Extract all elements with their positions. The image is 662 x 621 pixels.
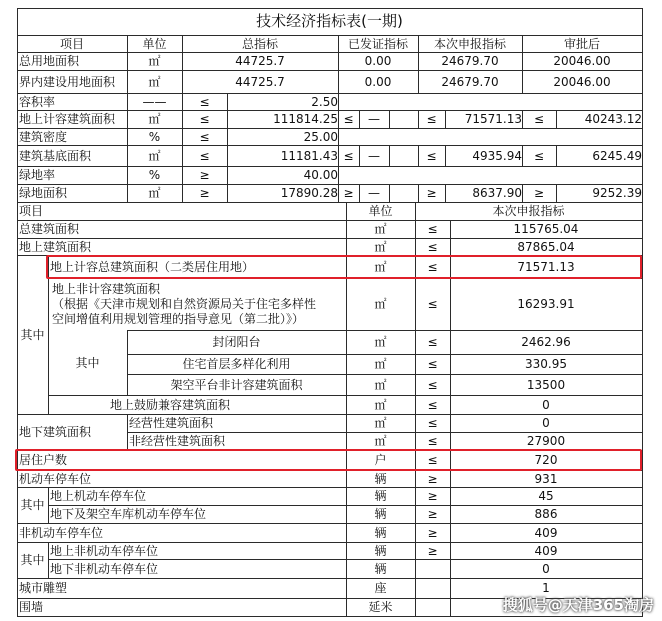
- row-current-operator: ≤: [426, 112, 437, 126]
- row-unit: ㎡: [148, 186, 161, 200]
- label-line: （根据《天津市规划和自然资源局关于住宅多样性: [52, 296, 317, 311]
- row-operator: ≥: [427, 543, 438, 558]
- row-total: 44725.7: [235, 54, 285, 68]
- row-operator: ≥: [427, 489, 438, 503]
- row-approved-operator: ≤: [533, 112, 545, 126]
- row-issued: —: [368, 148, 380, 163]
- grid-line: [389, 110, 390, 129]
- row-value: 720: [534, 453, 558, 467]
- row-current: 4935.94: [472, 148, 522, 163]
- row-unit: ㎡: [148, 112, 161, 126]
- row-unit: 辆: [374, 561, 387, 576]
- row-label-multiline: [48, 278, 348, 330]
- row-value: 16293.91: [517, 297, 575, 311]
- row-value: 45: [538, 489, 554, 503]
- row-unit: ㎡: [374, 297, 387, 311]
- grid-line: [127, 128, 128, 146]
- grid-line: [389, 184, 390, 203]
- group-label-qizhong: 其中: [20, 327, 45, 342]
- row-label: 地下及架空车库机动车停车位: [50, 507, 207, 521]
- row-approved-operator: ≤: [533, 148, 545, 163]
- row-unit: %: [148, 129, 161, 144]
- row-item: 地上计容建筑面积: [19, 112, 116, 126]
- row-total: 17890.28: [280, 186, 338, 200]
- row-total: 40.00: [303, 168, 338, 182]
- row-operator: ≤: [199, 129, 210, 144]
- row-operator: ≤: [427, 335, 438, 349]
- row-item: 绿地面积: [19, 186, 68, 200]
- row-current: 24679.70: [441, 74, 499, 89]
- grid-line: [127, 70, 128, 94]
- row-item: 容积率: [19, 94, 56, 109]
- row-operator: [415, 559, 450, 578]
- row-total: 44725.7: [235, 74, 285, 89]
- row-value: 1: [542, 581, 550, 595]
- label-line: 空间增值利用规划管理的指导意见（第二批）》）: [52, 311, 305, 326]
- row-value: 87865.04: [517, 239, 575, 254]
- row-unit: 延米: [368, 600, 393, 614]
- row-operator: ≥: [427, 471, 438, 486]
- row-value: 0: [542, 561, 550, 576]
- grid-line: [338, 35, 339, 53]
- row-operator: ≤: [427, 357, 438, 371]
- row-label: 地上机动车停车位: [50, 489, 147, 503]
- row-issued-operator: ≤: [343, 112, 354, 126]
- row-unit: 辆: [374, 525, 387, 540]
- group-label-qizhong-inner: 其中: [75, 355, 100, 370]
- grid-line: [389, 145, 390, 167]
- row-operator: ≥: [427, 525, 438, 540]
- grid-line: [127, 432, 643, 433]
- row-unit: ㎡: [374, 239, 387, 254]
- header-item: 项目: [59, 36, 84, 51]
- row-current-operator: ≥: [426, 186, 437, 200]
- table-title: 技术经济指标表(一期): [256, 12, 403, 30]
- row-label: 地上鼓励兼容建筑面积: [110, 397, 231, 412]
- row-approved: 40243.12: [584, 112, 642, 126]
- row-issued: —: [368, 112, 380, 126]
- grid-line: [48, 395, 643, 396]
- row-operator: ≤: [427, 239, 438, 254]
- row-operator: ≥: [199, 168, 210, 182]
- label-line: 地上非计容建筑面积: [52, 281, 161, 296]
- row-unit: ㎡: [148, 54, 161, 68]
- grid-line: [48, 559, 643, 560]
- row-current: 24679.70: [441, 54, 499, 68]
- bottom-header-current: 本次申报指标: [492, 204, 565, 218]
- row-label: 居住户数: [19, 453, 68, 467]
- row-label: 地上非机动车停车位: [50, 543, 159, 558]
- row-label: 地上建筑面积: [19, 239, 92, 254]
- row-current: 71571.13: [464, 112, 522, 126]
- grid-line: [127, 166, 128, 185]
- grid-line: [182, 35, 183, 53]
- row-value: 409: [534, 543, 558, 558]
- header-current: 本次申报指标: [433, 36, 506, 51]
- row-unit: ㎡: [148, 148, 161, 163]
- grid-line: [17, 220, 643, 221]
- row-unit: 户: [374, 453, 387, 467]
- row-operator: ≤: [427, 434, 438, 448]
- grid-line: [17, 578, 643, 579]
- header-issued: 已发证指标: [347, 36, 408, 51]
- row-label: 机动车停车位: [19, 471, 92, 486]
- row-operator: ≥: [199, 186, 210, 200]
- row-value: 931: [534, 471, 558, 486]
- row-value: 0: [542, 397, 550, 412]
- row-total: 2.50: [311, 94, 338, 109]
- row-operator: ≤: [427, 397, 438, 412]
- row-label: 封闭阳台: [212, 335, 261, 349]
- grid-line: [48, 505, 643, 506]
- row-label: 架空平台非计容建筑面积: [170, 377, 303, 392]
- group-label-qizhong-vehicles: 其中: [20, 498, 45, 512]
- grid-line: [17, 238, 643, 239]
- row-value: 115765.04: [513, 222, 579, 236]
- row-value: 71571.13: [517, 259, 575, 274]
- row-label: 住宅首层多样化利用: [182, 357, 291, 371]
- row-operator: ≤: [427, 259, 438, 274]
- row-label: 非经营性建筑面积: [129, 434, 226, 448]
- grid-line: [127, 52, 128, 71]
- row-item: 建筑基底面积: [19, 148, 92, 163]
- row-unit: ㎡: [374, 357, 387, 371]
- row-unit: ㎡: [374, 416, 387, 430]
- row-label: 围墙: [19, 600, 44, 614]
- grid-line: [127, 330, 128, 396]
- row-current-operator: ≤: [426, 148, 437, 163]
- row-issued: 0.00: [364, 54, 392, 68]
- header-unit: 单位: [142, 36, 167, 51]
- row-label: 非机动车停车位: [19, 525, 104, 540]
- row-value: 13500: [526, 377, 566, 392]
- grid-line: [418, 145, 419, 167]
- row-operator: [415, 598, 450, 616]
- row-approved: 9252.39: [592, 186, 642, 200]
- row-operator: ≤: [199, 94, 210, 109]
- row-operator: ≤: [199, 148, 210, 163]
- grid-line: [418, 184, 419, 203]
- row-value: 886: [534, 507, 558, 521]
- watermark-text: 搜狐号@天津365淘房: [502, 596, 654, 614]
- row-approved: 6245.49: [592, 148, 642, 163]
- row-unit: 座: [374, 581, 387, 595]
- row-value: 0: [542, 416, 550, 430]
- row-value: 330.95: [525, 357, 567, 371]
- grid-line: [127, 330, 643, 331]
- grid-line: [17, 523, 643, 524]
- row-total: 111814.25: [273, 112, 338, 126]
- grid-line: [127, 35, 128, 53]
- row-label: 地下非机动车停车位: [50, 561, 159, 576]
- row-unit: ㎡: [374, 377, 387, 392]
- row-unit: 辆: [374, 507, 387, 521]
- grid-line: [127, 374, 643, 375]
- row-unit: 辆: [374, 489, 387, 503]
- row-operator: ≤: [427, 297, 438, 311]
- row-label: 城市雕塑: [19, 581, 68, 595]
- row-operator: ≤: [427, 416, 438, 430]
- row-value: 27900: [526, 434, 566, 448]
- row-unit: ㎡: [374, 434, 387, 448]
- row-unit: ㎡: [374, 335, 387, 349]
- grid-line: [338, 93, 339, 111]
- highlight-box-households: [15, 449, 642, 471]
- header-approved: 审批后: [563, 36, 600, 51]
- row-label: 经营性建筑面积: [129, 416, 214, 430]
- grid-line: [127, 93, 128, 111]
- row-operator: ≤: [427, 453, 438, 467]
- row-value: 2462.96: [521, 335, 571, 349]
- grid-line: [17, 487, 643, 488]
- row-item: 界内建设用地面积: [19, 74, 116, 89]
- grid-line: [127, 145, 128, 167]
- grid-line: [48, 414, 643, 415]
- grid-line: [48, 542, 49, 579]
- row-item: 绿地率: [19, 168, 56, 182]
- grid-line: [418, 35, 419, 53]
- row-unit: 辆: [374, 471, 387, 486]
- row-unit: 辆: [374, 543, 387, 558]
- row-total: 11181.43: [280, 148, 338, 163]
- grid-line: [522, 35, 523, 53]
- row-unit: ㎡: [374, 397, 387, 412]
- row-total: 25.00: [303, 129, 338, 144]
- grid-line: [48, 487, 49, 524]
- row-unit: %: [148, 168, 161, 182]
- row-unit: ㎡: [148, 74, 161, 89]
- row-issued-operator: ≥: [343, 186, 354, 200]
- row-issued-operator: ≤: [343, 148, 354, 163]
- row-operator: ≤: [199, 112, 210, 126]
- grid-line: [338, 166, 339, 185]
- grid-line: [17, 542, 643, 543]
- grid-line: [17, 616, 643, 617]
- row-current: 8637.90: [472, 186, 522, 200]
- bottom-header-unit: 单位: [368, 204, 393, 218]
- row-issued: 0.00: [364, 74, 392, 89]
- row-operator: ≥: [427, 507, 438, 521]
- group-label-underground: 地下建筑面积: [19, 425, 92, 439]
- group-label-qizhong-nonmotor: 其中: [20, 553, 45, 567]
- row-approved: 20046.00: [553, 74, 611, 89]
- row-value: 409: [534, 525, 558, 540]
- row-operator: [415, 578, 450, 598]
- grid-line: [418, 110, 419, 129]
- row-label: 总建筑面积: [19, 222, 80, 236]
- bottom-header-item: 项目: [19, 204, 44, 218]
- grid-line: [127, 110, 128, 129]
- row-issued: —: [368, 186, 380, 200]
- row-operator: ≤: [427, 377, 438, 392]
- row-unit: ㎡: [374, 222, 387, 236]
- row-approved: 20046.00: [553, 54, 611, 68]
- row-operator: ≤: [427, 222, 438, 236]
- highlight-box-plot-ratio-area: [46, 255, 642, 279]
- row-label: 地上计容总建筑面积（二类居住用地）: [50, 259, 255, 274]
- row-unit: ㎡: [374, 259, 387, 274]
- row-item: 建筑密度: [19, 129, 68, 144]
- grid-line: [642, 8, 643, 617]
- grid-line: [127, 354, 643, 355]
- row-approved-operator: ≥: [533, 186, 545, 200]
- row-item: 总用地面积: [19, 54, 80, 68]
- row-unit: ——: [142, 94, 167, 109]
- grid-line: [338, 128, 339, 146]
- header-total: 总指标: [241, 36, 278, 51]
- grid-line: [127, 184, 128, 203]
